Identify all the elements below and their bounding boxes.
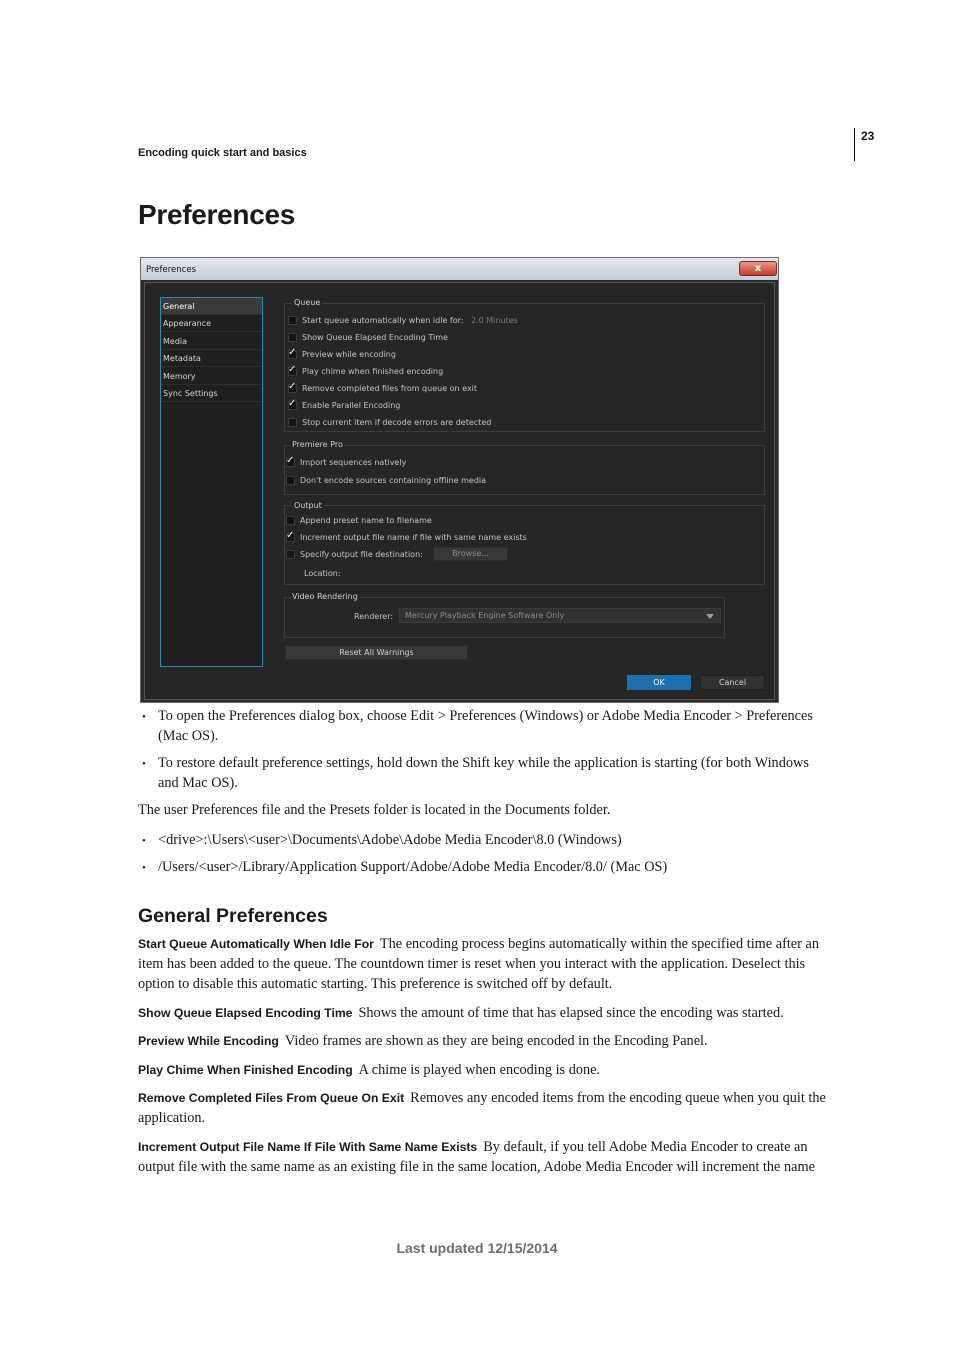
definition-show-elapsed [138,1003,858,1023]
dialog-titlebar [141,258,778,280]
category-list [160,297,263,667]
bullet-marker: • [142,711,146,723]
renderer-value: Mercury Playback Engine Software Only [405,611,565,620]
definition-term: Show Queue Elapsed Encoding Time [138,1006,353,1020]
definition-term: Remove Completed Files From Queue On Exit [138,1091,405,1105]
dialog-client [144,282,775,700]
chevron-down-icon [706,614,714,619]
increment-name-checkbox[interactable] [286,533,295,542]
stop-current-checkbox[interactable] [288,418,297,427]
renderer-label: Renderer: [354,612,394,621]
preferences-dialog-screenshot [140,257,779,703]
bullet-marker: • [142,862,146,874]
definition-text: option to disable this automatic starting. This preference is switched off by default. [138,976,613,992]
queue-row-preview [288,350,396,359]
queue-group-title: Queue [294,298,321,307]
definition-preview [138,1031,858,1051]
definition-text: item has been added to the queue. The countdown timer is reset when you interact with the application. Deselect this [138,956,806,972]
definition-term: Preview While Encoding [138,1034,279,1048]
sidebar-item-general[interactable]: General [161,298,262,315]
running-head: Encoding quick start and basics [138,147,307,159]
video-rendering-group-title: Video Rendering [292,592,358,601]
specify-dest-checkbox[interactable] [286,550,295,559]
output-row-increment [286,533,527,542]
page-number: 23 [861,129,875,143]
output-group-title: Output [294,501,322,510]
queue-row-start-auto [288,316,518,325]
queue-row-stop [288,418,491,427]
dont-encode-label: Don't encode sources containing offline media [300,476,487,485]
bullet-line: To open the Preferences dialog box, choose Edit > Preferences (Windows) or Adobe Media Encoder > Preferences [158,708,813,724]
definition-text: By default, if you tell Adobe Media Encoder to create an [483,1139,808,1155]
sidebar-item-sync-settings[interactable]: Sync Settings [161,385,262,402]
append-preset-checkbox[interactable] [286,516,295,525]
premiere-group [284,445,765,495]
definition-remove-completed [138,1088,858,1128]
bullet-line: To restore default preference settings, hold down the Shift key while the application is starting (for both Windows [158,755,809,771]
definition-term: Start Queue Automatically When Idle For [138,937,374,951]
bullet-line: (Mac OS). [158,728,219,744]
import-native-label: Import sequences natively [300,458,407,467]
premiere-row-offline [286,476,486,485]
definition-text: Video frames are shown as they are being encoded in the Encoding Panel. [284,1033,708,1049]
browse-button[interactable]: Browse... [433,547,508,561]
close-button[interactable]: x [739,261,777,276]
remove-completed-checkbox[interactable] [288,384,297,393]
show-elapsed-label: Show Queue Elapsed Encoding Time [302,333,448,342]
bullet-marker: • [142,758,146,770]
idle-time-value[interactable]: 2.0 Minutes [471,316,518,325]
presets-note: The user Preferences file and the Presets folder is located in the Documents folder. [138,802,611,818]
premiere-group-title: Premiere Pro [292,440,343,449]
play-chime-checkbox[interactable] [288,367,297,376]
output-row-append [286,516,432,525]
bullet-open-preferences [158,706,858,746]
bullet-mac-path: /Users/<user>/Library/Application Support/Adobe/Adobe Media Encoder/8.0/ (Mac OS) [158,859,668,875]
queue-row-remove [288,384,477,393]
bullet-restore-defaults [158,753,858,793]
start-auto-checkbox[interactable] [288,316,297,325]
queue-row-parallel [288,401,400,410]
import-native-checkbox[interactable] [286,458,295,467]
definition-text: A chime is played when encoding is done. [358,1062,601,1078]
sidebar-item-memory[interactable]: Memory [161,368,262,385]
definition-text: application. [138,1110,206,1126]
footer-last-updated: Last updated 12/15/2014 [396,1240,558,1256]
definition-text: The encoding process begins automatically within the specified time after an [379,936,819,952]
sidebar-item-appearance[interactable]: Appearance [161,315,262,332]
bullet-marker: • [142,835,146,847]
remove-completed-label: Remove completed files from queue on exit [302,384,478,393]
page-title: Preferences [138,199,296,230]
dont-encode-checkbox[interactable] [286,476,295,485]
append-preset-label: Append preset name to filename [300,516,432,525]
premiere-row-import [286,458,406,467]
stop-current-label: Stop current item if decode errors are detected [302,418,492,427]
definition-start-queue [138,934,858,994]
renderer-dropdown[interactable] [399,608,721,623]
start-auto-label: Start queue automatically when idle for: [302,316,464,325]
definition-play-chime [138,1060,858,1080]
show-elapsed-checkbox[interactable] [288,333,297,342]
preview-checkbox[interactable] [288,350,297,359]
header-rule [854,128,855,161]
dialog-title: Preferences [146,265,196,275]
sidebar-item-media[interactable]: Media [161,333,262,350]
output-row-destination [286,550,423,559]
queue-row-chime [288,367,443,376]
bullet-line: and Mac OS). [158,775,238,791]
parallel-label: Enable Parallel Encoding [302,401,401,410]
reset-warnings-button[interactable]: Reset All Warnings [285,645,468,660]
queue-row-elapsed [288,333,448,342]
play-chime-label: Play chime when finished encoding [302,367,444,376]
preview-label: Preview while encoding [302,350,396,359]
definition-term: Increment Output File Name If File With Same Name Exists [138,1140,478,1154]
definition-term: Play Chime When Finished Encoding [138,1063,353,1077]
definition-text: Shows the amount of time that has elapsed since the encoding was started. [358,1005,784,1021]
sidebar-item-metadata[interactable]: Metadata [161,350,262,367]
bullet-windows-path: <drive>:\Users\<user>\Documents\Adobe\Adobe Media Encoder\8.0 (Windows) [158,832,622,848]
cancel-button[interactable]: Cancel [700,675,765,690]
definition-increment-name [138,1137,858,1177]
ok-button[interactable]: OK [627,675,691,690]
specify-dest-label: Specify output file destination: [300,550,423,559]
increment-name-label: Increment output file name if file with same name exists [300,533,527,542]
parallel-checkbox[interactable] [288,401,297,410]
location-label: Location: [304,569,341,578]
definition-text: output file with the same name as an existing file in the same location, Adobe Media Encoder will increment the name [138,1159,815,1175]
section-heading: General Preferences [138,905,328,927]
definition-text: Removes any encoded items from the encoding queue when you quit the [410,1090,826,1106]
